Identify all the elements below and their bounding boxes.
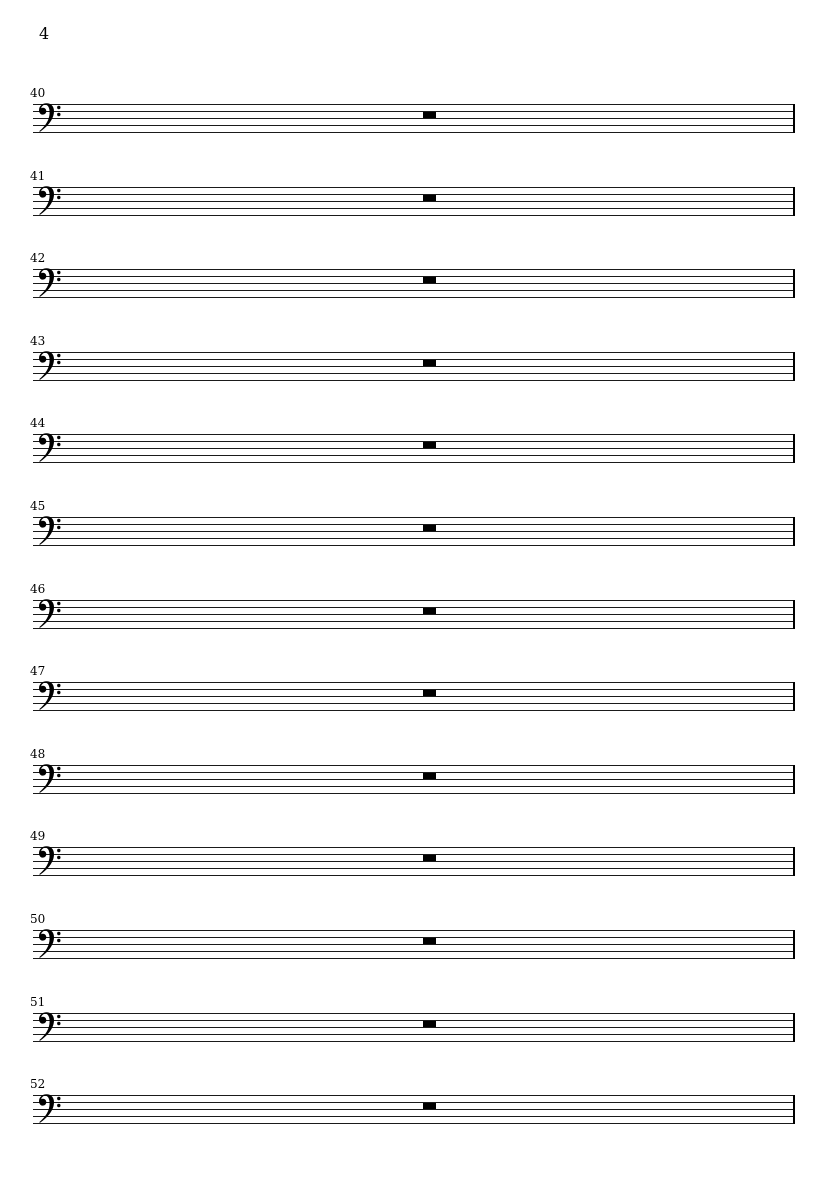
bass-clef-icon: [39, 681, 63, 712]
staff-line: [33, 538, 795, 539]
staff-line: [33, 937, 795, 938]
staff-line: [33, 628, 795, 629]
staff-system: [0, 665, 835, 715]
staff-line: [33, 434, 795, 435]
staff-line: [33, 854, 795, 855]
staff: [33, 269, 795, 298]
staff: [33, 1013, 795, 1042]
staff-line: [33, 1095, 795, 1096]
staff: [33, 682, 795, 711]
staff-line: [33, 696, 795, 697]
staff-line: [33, 455, 795, 456]
staff-line: [33, 607, 795, 608]
barline: [793, 1013, 795, 1042]
staff-line: [33, 359, 795, 360]
whole-rest-icon: [423, 112, 436, 118]
staff-system: [0, 913, 835, 963]
staff-system: [0, 252, 835, 302]
staff-line: [33, 703, 795, 704]
staff-line: [33, 930, 795, 931]
whole-rest-icon: [423, 525, 436, 531]
barline: [793, 930, 795, 959]
measure-number: 46: [30, 582, 46, 596]
staff: [33, 600, 795, 629]
staff-line: [33, 1041, 795, 1042]
staff-line: [33, 682, 795, 683]
bass-clef-icon: [39, 929, 63, 960]
staff-line: [33, 614, 795, 615]
barline: [793, 682, 795, 711]
whole-rest-icon: [423, 690, 436, 696]
staff-line: [33, 208, 795, 209]
staff: [33, 352, 795, 381]
bass-clef-icon: [39, 846, 63, 877]
barline: [793, 104, 795, 133]
staff-system: [0, 170, 835, 220]
staff-line: [33, 215, 795, 216]
barline: [793, 352, 795, 381]
barline: [793, 600, 795, 629]
staff-line: [33, 1013, 795, 1014]
staff: [33, 930, 795, 959]
page-number: 4: [39, 24, 50, 43]
staff-line: [33, 290, 795, 291]
measure-number: 52: [30, 1077, 46, 1091]
staff-line: [33, 1123, 795, 1124]
staff-line: [33, 1020, 795, 1021]
staff-line: [33, 951, 795, 952]
staff-line: [33, 847, 795, 848]
staff-line: [33, 201, 795, 202]
bass-clef-icon: [39, 268, 63, 299]
staff-line: [33, 793, 795, 794]
staff-line: [33, 1116, 795, 1117]
measure-number: 43: [30, 334, 46, 348]
staff-line: [33, 366, 795, 367]
staff-system: [0, 748, 835, 798]
bass-clef-icon: [39, 433, 63, 464]
staff-line: [33, 276, 795, 277]
staff-system: [0, 500, 835, 550]
whole-rest-icon: [423, 277, 436, 283]
staff-line: [33, 132, 795, 133]
staff: [33, 187, 795, 216]
whole-rest-icon: [423, 1103, 436, 1109]
staff-line: [33, 710, 795, 711]
staff-line: [33, 448, 795, 449]
staff-line: [33, 1109, 795, 1110]
staff-system: [0, 87, 835, 137]
barline: [793, 269, 795, 298]
staff-system: [0, 830, 835, 880]
staff-line: [33, 373, 795, 374]
staff: [33, 104, 795, 133]
staff-line: [33, 104, 795, 105]
whole-rest-icon: [423, 855, 436, 861]
bass-clef-icon: [39, 599, 63, 630]
bass-clef-icon: [39, 351, 63, 382]
staff-line: [33, 125, 795, 126]
whole-rest-icon: [423, 938, 436, 944]
barline: [793, 847, 795, 876]
measure-number: 42: [30, 251, 46, 265]
whole-rest-icon: [423, 1021, 436, 1027]
staff-line: [33, 441, 795, 442]
staff-line: [33, 269, 795, 270]
barline: [793, 434, 795, 463]
staff-line: [33, 297, 795, 298]
staff: [33, 517, 795, 546]
staff-line: [33, 600, 795, 601]
barline: [793, 517, 795, 546]
measure-number: 41: [30, 169, 46, 183]
staff-line: [33, 779, 795, 780]
whole-rest-icon: [423, 608, 436, 614]
bass-clef-icon: [39, 1094, 63, 1125]
staff-line: [33, 875, 795, 876]
staff-line: [33, 621, 795, 622]
measure-number: 50: [30, 912, 46, 926]
staff-line: [33, 861, 795, 862]
measure-number: 47: [30, 664, 46, 678]
staff-line: [33, 380, 795, 381]
staff-line: [33, 786, 795, 787]
staff: [33, 765, 795, 794]
staff-line: [33, 772, 795, 773]
staff-line: [33, 462, 795, 463]
staff-system: [0, 996, 835, 1046]
measure-number: 48: [30, 747, 46, 761]
staff: [33, 434, 795, 463]
staff-system: [0, 335, 835, 385]
staff-line: [33, 545, 795, 546]
barline: [793, 765, 795, 794]
measure-number: 44: [30, 416, 46, 430]
staff: [33, 1095, 795, 1124]
staff-line: [33, 765, 795, 766]
whole-rest-icon: [423, 773, 436, 779]
staff-line: [33, 118, 795, 119]
barline: [793, 187, 795, 216]
staff-line: [33, 524, 795, 525]
staff-system: [0, 417, 835, 467]
staff: [33, 847, 795, 876]
staff-line: [33, 531, 795, 532]
measure-number: 45: [30, 499, 46, 513]
staff-line: [33, 187, 795, 188]
bass-clef-icon: [39, 186, 63, 217]
measure-number: 51: [30, 995, 46, 1009]
measure-number: 40: [30, 86, 46, 100]
whole-rest-icon: [423, 360, 436, 366]
bass-clef-icon: [39, 764, 63, 795]
staff-line: [33, 1034, 795, 1035]
barline: [793, 1095, 795, 1124]
whole-rest-icon: [423, 442, 436, 448]
staff-system: [0, 583, 835, 633]
staff-line: [33, 283, 795, 284]
staff-line: [33, 944, 795, 945]
staff-line: [33, 958, 795, 959]
bass-clef-icon: [39, 103, 63, 134]
staff-line: [33, 868, 795, 869]
whole-rest-icon: [423, 195, 436, 201]
staff-system: [0, 1078, 835, 1128]
staff-line: [33, 194, 795, 195]
staff-line: [33, 111, 795, 112]
bass-clef-icon: [39, 1012, 63, 1043]
staff-line: [33, 352, 795, 353]
measure-number: 49: [30, 829, 46, 843]
staff-line: [33, 517, 795, 518]
staff-line: [33, 1027, 795, 1028]
bass-clef-icon: [39, 516, 63, 547]
staff-line: [33, 1102, 795, 1103]
staff-line: [33, 689, 795, 690]
